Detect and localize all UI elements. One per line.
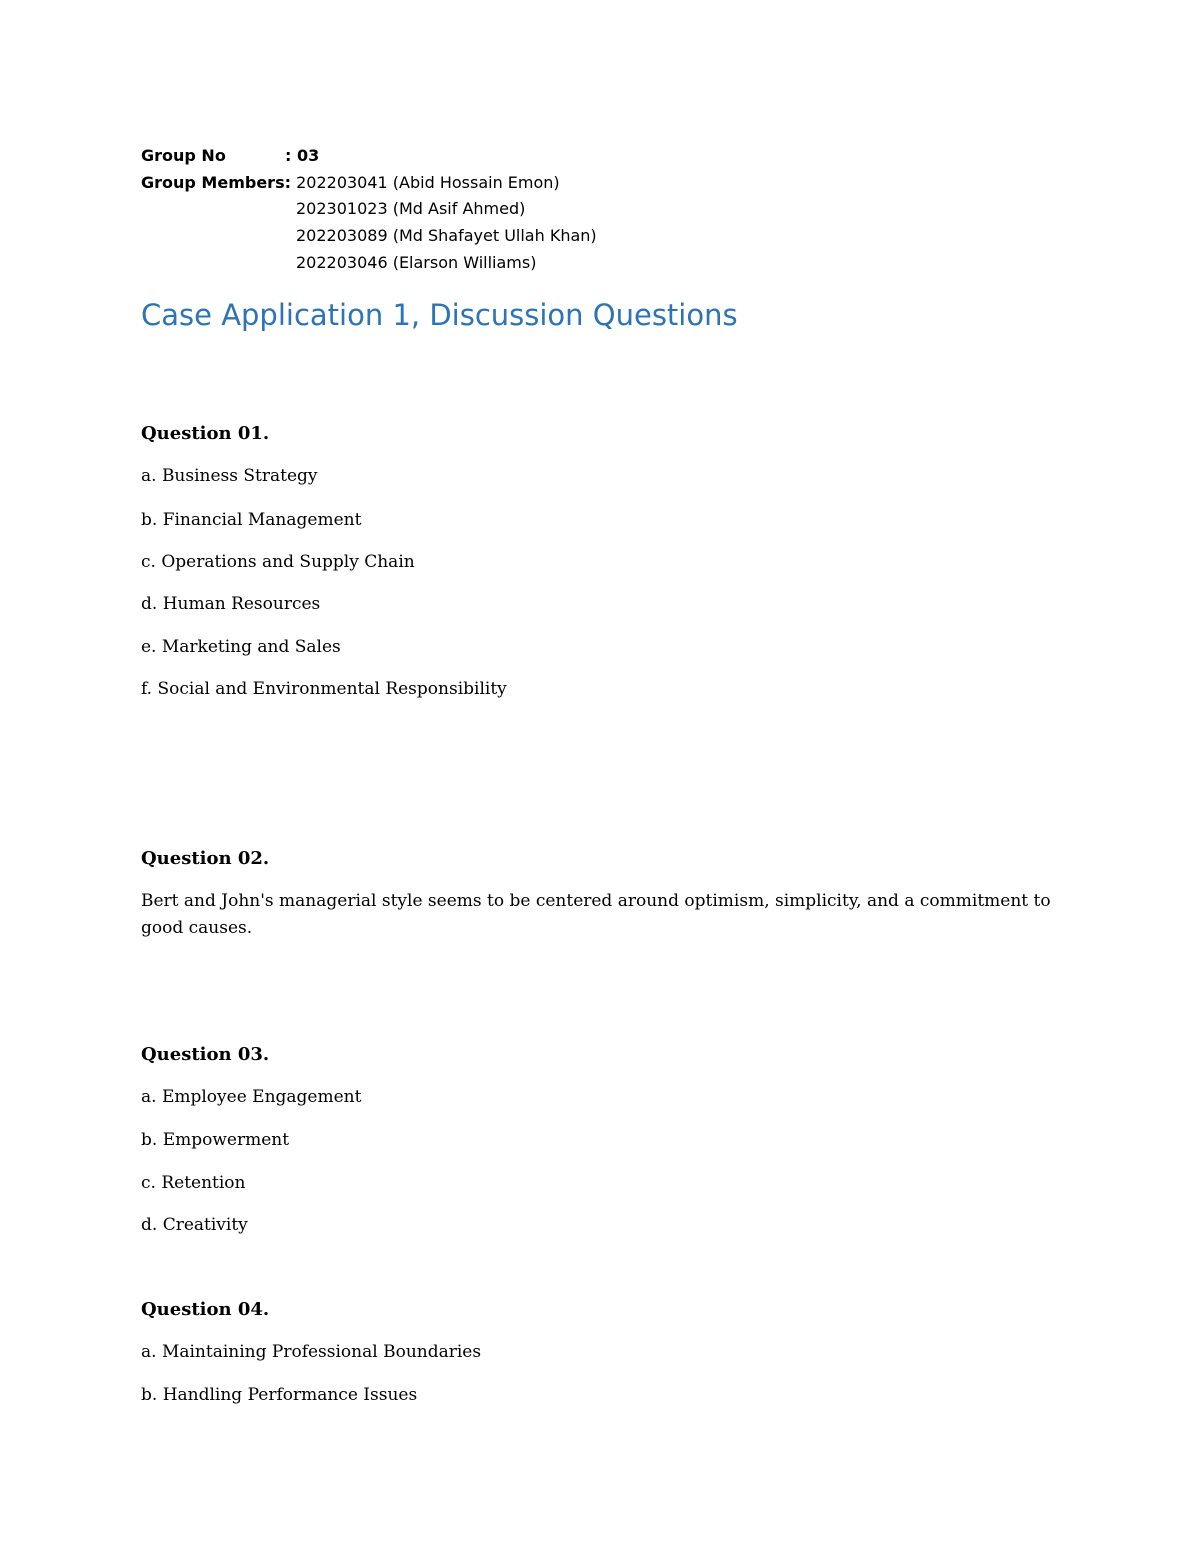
- group-member: 202203041 (Abid Hossain Emon): [296, 173, 560, 192]
- group-member: 202301023 (Md Asif Ahmed): [296, 199, 526, 218]
- answer-item: d. Creativity: [141, 1215, 248, 1235]
- question-heading: Question 04.: [141, 1299, 270, 1320]
- group-member: 202203046 (Elarson Williams): [296, 253, 537, 272]
- question-heading: Question 02.: [141, 848, 270, 869]
- group-member: 202203089 (Md Shafayet Ullah Khan): [296, 226, 597, 245]
- group-no-value-wrap: [285, 146, 319, 166]
- answer-item: b. Financial Management: [141, 510, 362, 530]
- answer-item: a. Business Strategy: [141, 466, 318, 486]
- question-heading: Question 01.: [141, 423, 270, 444]
- group-no-value: : 03: [285, 146, 320, 165]
- answer-item: b. Empowerment: [141, 1130, 290, 1150]
- group-no-line: [141, 146, 226, 166]
- answer-item: b. Handling Performance Issues: [141, 1385, 418, 1405]
- answer-item: a. Maintaining Professional Boundaries: [141, 1342, 482, 1362]
- group-members-line: [141, 173, 560, 193]
- answer-item: f. Social and Environmental Responsibility: [141, 679, 507, 699]
- answer-item: c. Operations and Supply Chain: [141, 552, 415, 572]
- answer-item: c. Retention: [141, 1173, 246, 1193]
- answer-paragraph: Bert and John's managerial style seems to be centered around optimism, simplicity, and a commitment to good causes.: [141, 891, 1051, 938]
- document-title: Case Application 1, Discussion Questions: [141, 298, 738, 332]
- answer-item: a. Employee Engagement: [141, 1087, 362, 1107]
- answer-item: e. Marketing and Sales: [141, 637, 341, 657]
- group-members-label: Group Members:: [141, 173, 291, 192]
- question-heading: Question 03.: [141, 1044, 270, 1065]
- answer-item: d. Human Resources: [141, 594, 321, 614]
- group-no-label: Group No: [141, 146, 226, 165]
